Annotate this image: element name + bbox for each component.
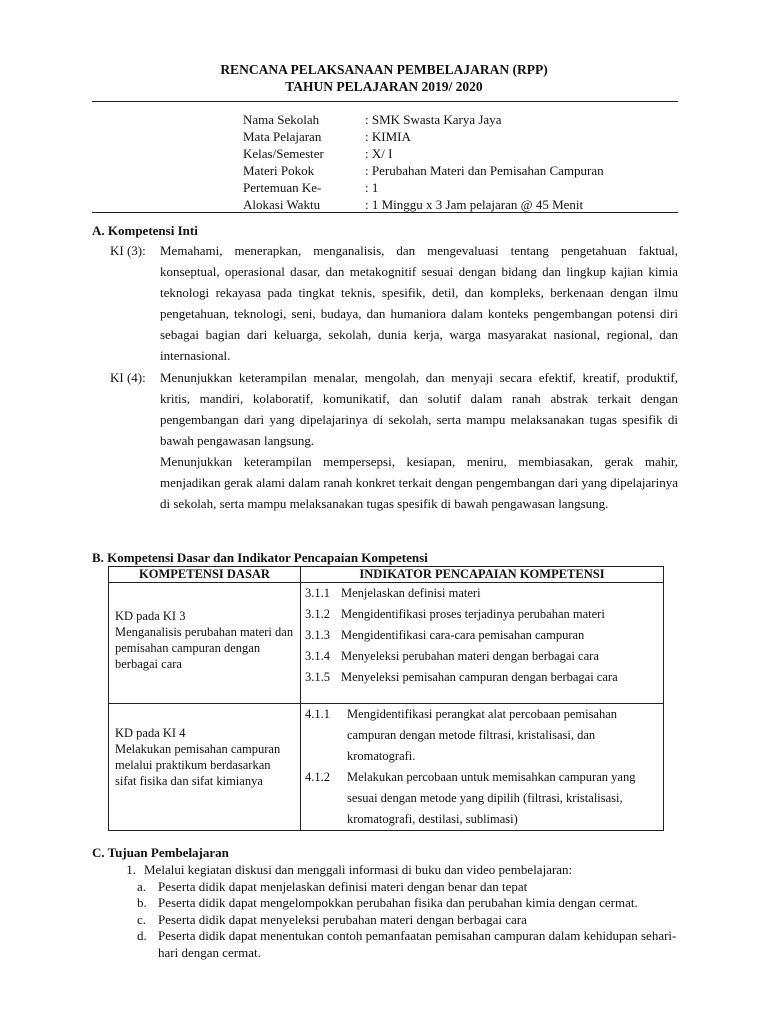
table-row: [109, 583, 664, 704]
list-item: [92, 862, 678, 879]
top-divider: [92, 101, 678, 102]
indicator-item: [301, 585, 663, 601]
subitem-letter: c.: [137, 911, 147, 927]
indicator-text: Menyeleksi pemisahan campuran dengan berbagai cara: [341, 670, 618, 684]
indicator-number: 3.1.2: [305, 607, 330, 621]
identity-value: : X/ I: [365, 146, 393, 161]
document-subtitle: TAHUN PELAJARAN 2019/ 2020: [285, 79, 483, 94]
identity-value: : Perubahan Materi dan Pemisahan Campuran: [365, 163, 604, 178]
identity-row: [243, 162, 604, 179]
indicator-number: 3.1.3: [305, 628, 330, 642]
section-c-heading: C. Tujuan Pembelajaran: [92, 845, 229, 860]
indicator-item: [301, 669, 663, 685]
table-row: [109, 704, 664, 831]
ki4-text-1: Menunjukkan keterampilan menalar, mengolah, dan menyaji secara efektif, kreatif, produktif, kritis, mandiri, kolaboratif, komunikatif, dan solutif dalam ranah abstrak terkait dengan pengembangan dari yang dipelajarinya di sekolah, serta mampu melaksanakan tugas spesifik di bawah pengawasan langsung.: [160, 370, 678, 448]
identity-row: [243, 145, 604, 162]
indicator-text: Mengidentifikasi perangkat alat percobaan pemisahan campuran dengan metode filtrasi, kristalisasi, dan kromatografi.: [347, 707, 618, 763]
subitem-text: Peserta didik dapat menyeleksi perubahan materi dengan berbagai cara: [158, 911, 527, 927]
bottom-divider: [92, 212, 678, 213]
objectives-list: [92, 862, 678, 961]
indicator-text: Mengidentifikasi proses terjadinya perubahan materi: [341, 607, 605, 621]
indicator-text: Mengidentifikasi cara-cara pemisahan campuran: [341, 628, 585, 642]
indicator-number: 3.1.1: [305, 586, 330, 600]
kd4-title: KD pada KI 4: [115, 726, 186, 740]
indicator-item: [301, 627, 663, 643]
kd-column-header: KOMPETENSI DASAR: [109, 567, 301, 583]
identity-label: Nama Sekolah: [243, 112, 320, 127]
ki3-text: Memahami, menerapkan, menganalisis, dan mengevaluasi tentang pengetahuan faktual, konseptual, operasional dasar, dan metakognitif sesuai dengan bidang dan lingkup kajian kimia teknologi rekayasa pada tingkat teknis, spesifik, detil, dan kompleks, berkenaan dengan ilmu pengetahuan, teknologi, seni, budaya, dan humaniora dalam konteks pengembangan potensi diri sebagai bagian dari keluarga, sekolah, dunia kerja, warga masyarakat nasional, regional, dan internasional.: [160, 243, 678, 363]
indicator-number: 3.1.4: [305, 649, 330, 663]
indicator-number: 4.1.1: [305, 707, 330, 721]
table-header-row: [109, 567, 664, 583]
indicator-number: 4.1.2: [305, 770, 330, 784]
identity-label: Kelas/Semester: [243, 146, 324, 161]
kd3-description: Menganalisis perubahan materi dan pemisahan campuran dengan berbagai cara: [115, 625, 294, 671]
subitem-letter: b.: [137, 895, 147, 910]
indicator-item: [301, 767, 663, 830]
item-number: 1.: [126, 862, 136, 877]
ki3-label: KI (3):: [110, 243, 146, 258]
indicator-number: 3.1.5: [305, 670, 330, 684]
identity-row: [243, 111, 604, 128]
section-b-heading: B. Kompetensi Dasar dan Indikator Pencapaian Kompetensi: [92, 550, 428, 565]
competency-table: [108, 566, 664, 831]
identity-label: Alokasi Waktu: [243, 197, 321, 212]
ki4-label: KI (4):: [110, 370, 146, 385]
identity-row: [243, 179, 604, 196]
item-text: Melalui kegiatan diskusi dan menggali informasi di buku dan video pembelajaran:: [144, 862, 573, 877]
indicator-text: Menyeleksi perubahan materi dengan berbagai cara: [341, 649, 599, 663]
indicator-item: [301, 704, 663, 767]
subitem-letter: d.: [137, 928, 147, 943]
identity-row: [243, 128, 604, 145]
kd3-cell: [109, 583, 301, 704]
section-a-heading: A. Kompetensi Inti: [92, 223, 198, 238]
subitem-text: Peserta didik dapat menentukan contoh pemanfaatan pemisahan campuran dalam kehidupan sehari-hari dengan cermat.: [158, 928, 677, 960]
indicator-text: Melakukan percobaan untuk memisahkan campuran yang sesuai dengan metode yang dipilih (filtrasi, kristalisasi, kromatografi, destilasi, sublimasi): [347, 770, 636, 826]
identity-label: Materi Pokok: [243, 163, 315, 178]
identity-row: [243, 196, 604, 213]
indicator-column-header: INDIKATOR PENCAPAIAN KOMPETENSI: [301, 567, 664, 583]
indicator-item: [301, 606, 663, 622]
kd3-title: KD pada KI 3: [115, 609, 186, 623]
indicator-text: Menjelaskan definisi materi: [341, 586, 481, 600]
kd4-cell: [109, 704, 301, 831]
ki4-text-2: Menunjukkan keterampilan mempersepsi, kesiapan, meniru, membiasakan, gerak mahir, menjadikan gerak alami dalam ranah konkret terkait dengan pengembangan dari yang dipelajarinya di sekolah, serta mampu melaksanakan tugas spesifik di bawah pengawasan langsung.: [160, 454, 678, 511]
list-item: [92, 928, 678, 961]
identity-value: : SMK Swasta Karya Jaya: [365, 112, 502, 127]
identity-label: Pertemuan Ke-: [243, 180, 322, 195]
identity-value: : KIMIA: [365, 129, 411, 144]
list-item: [92, 912, 678, 929]
subitem-letter: a.: [137, 878, 147, 894]
identity-block: [243, 111, 604, 213]
identity-label: Mata Pelajaran: [243, 129, 322, 144]
kd4-description: Melakukan pemisahan campuran melalui praktikum berdasarkan sifat fisika dan sifat kimianya: [115, 742, 281, 788]
list-item: [92, 895, 678, 912]
indicators4-cell: [301, 704, 664, 831]
document-title: RENCANA PELAKSANAAN PEMBELAJARAN (RPP): [220, 62, 548, 77]
identity-value: : 1 Minggu x 3 Jam pelajaran @ 45 Menit: [365, 197, 584, 212]
identity-value: : 1: [365, 180, 379, 195]
indicator-item: [301, 648, 663, 664]
indicators3-cell: [301, 583, 664, 704]
list-item: [92, 879, 678, 896]
subitem-text: Peserta didik dapat menjelaskan definisi materi dengan benar dan tepat: [158, 878, 528, 894]
subitem-text: Peserta didik dapat mengelompokkan perubahan fisika dan perubahan kimia dengan cermat.: [158, 895, 638, 910]
